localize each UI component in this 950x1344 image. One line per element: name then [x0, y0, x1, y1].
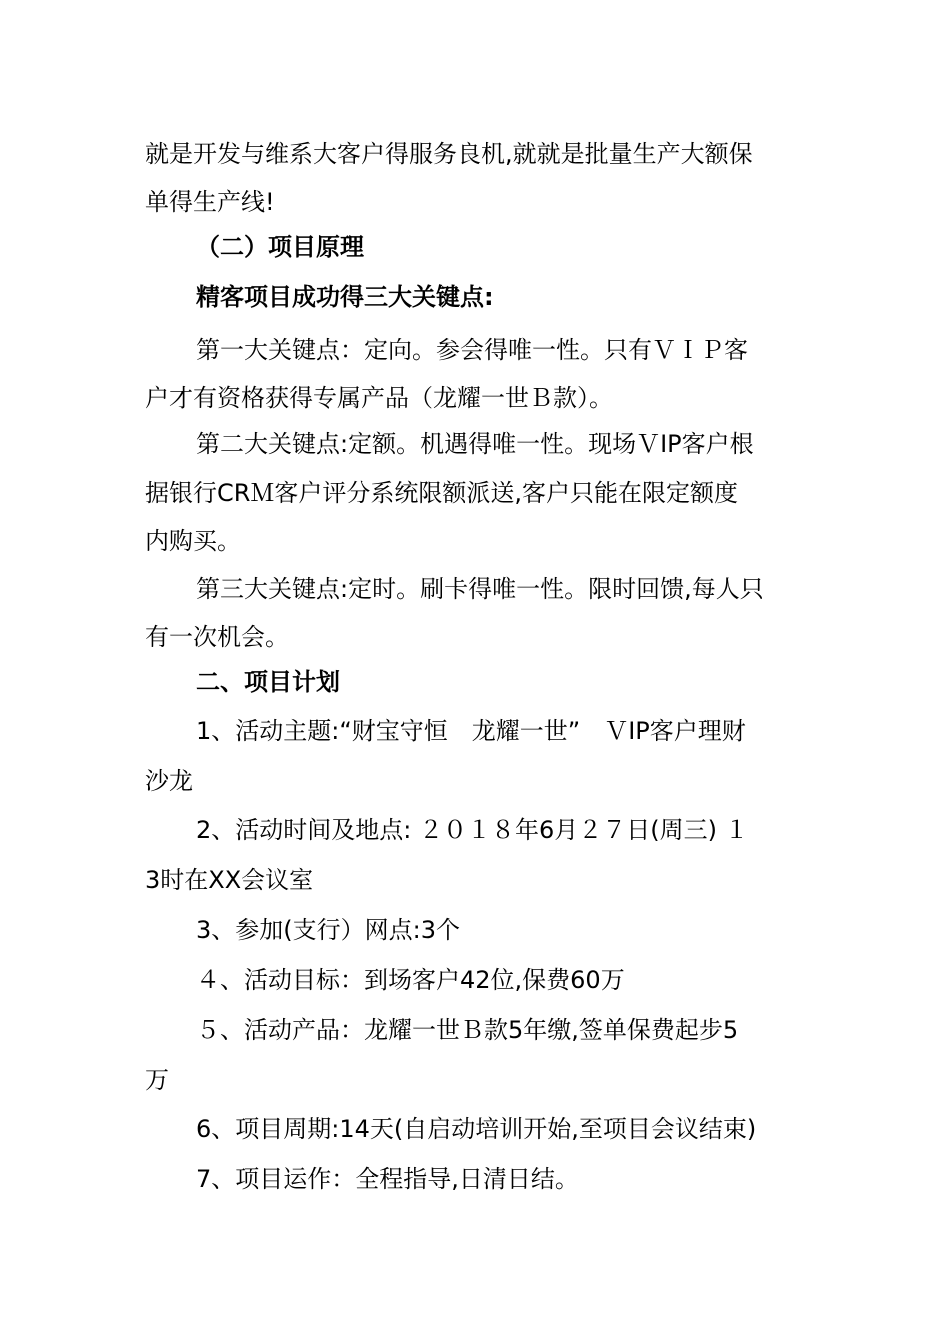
section-heading: （二）项目原理 [196, 233, 364, 261]
paragraph-line: 第二大关键点:定额。机遇得唯一性。现场ＶIP客户根 [196, 430, 754, 458]
list-item: ５、活动产品：龙耀一世Ｂ款5年缴,签单保费起步5 [196, 1016, 739, 1044]
paragraph-line: 据银行CRＭ客户评分系统限额派送,客户只能在限定额度 [145, 479, 739, 507]
paragraph-line: 有一次机会。 [145, 623, 289, 651]
list-item: 2、活动时间及地点: ２０１８年6月２７日(周三) １ [196, 816, 749, 844]
list-item-continuation: 沙龙 [145, 767, 193, 795]
subsection-heading: 精客项目成功得三大关键点: [196, 283, 494, 311]
list-item: ４、活动目标：到场客户42位,保费60万 [196, 966, 625, 994]
paragraph-line: 单得生产线! [145, 188, 275, 216]
list-item-continuation: 3时在XX会议室 [145, 866, 314, 894]
list-item: 3、参加(支行）网点:3个 [196, 916, 460, 944]
list-item: 7、项目运作：全程指导,日清日结。 [196, 1165, 579, 1193]
paragraph-line: 内购买。 [145, 527, 241, 555]
paragraph-line: 户才有资格获得专属产品（龙耀一世Ｂ款）。 [145, 384, 613, 412]
list-item: 6、项目周期:14天(自启动培训开始,至项目会议结束) [196, 1115, 757, 1143]
paragraph-line: 第三大关键点:定时。刷卡得唯一性。限时回馈,每人只 [196, 575, 764, 603]
section-heading: 二、项目计划 [196, 668, 340, 696]
list-item: 1、活动主题:“财宝守恒 龙耀一世” ＶIP客户理财 [196, 717, 746, 745]
list-item-continuation: 万 [145, 1066, 169, 1094]
paragraph-line: 第一大关键点：定向。参会得唯一性。只有ＶＩＰ客 [196, 336, 748, 364]
paragraph-line: 就是开发与维系大客户得服务良机,就就是批量生产大额保 [145, 140, 753, 168]
